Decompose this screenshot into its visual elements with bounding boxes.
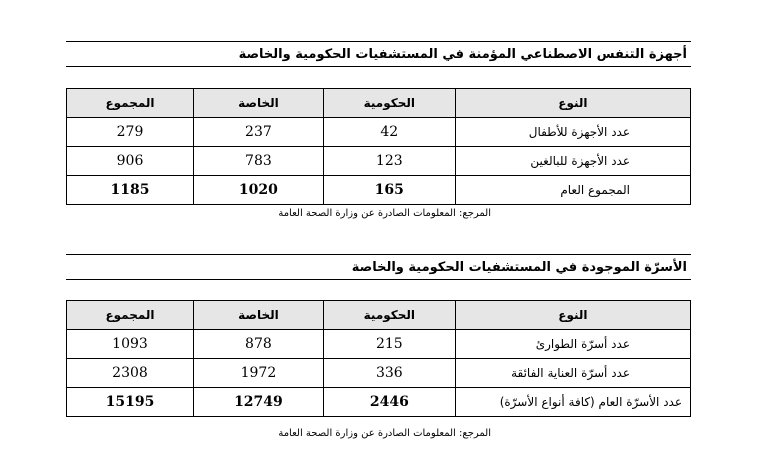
table-row	[67, 118, 691, 147]
row-total: 1185	[67, 176, 194, 205]
row-private: 783	[194, 147, 324, 176]
row-total: 1093	[67, 330, 194, 359]
header-government: الحكومية	[323, 89, 455, 118]
row-total: 2308	[67, 359, 194, 388]
row-type: عدد الأجهزة للبالغين	[455, 147, 690, 176]
table-header-row	[67, 89, 691, 118]
row-government: 215	[323, 330, 455, 359]
header-type: النوع	[455, 301, 690, 330]
table-row	[67, 330, 691, 359]
beds-title: الأسرّة الموجودة في المستشفيات الحكومية والخاصة	[66, 254, 691, 280]
row-government: 123	[323, 147, 455, 176]
row-total: 279	[67, 118, 194, 147]
row-type: المجموع العام	[455, 176, 690, 205]
header-private: الخاصة	[194, 89, 324, 118]
row-total: 906	[67, 147, 194, 176]
row-private: 12749	[193, 388, 323, 417]
table-row	[67, 147, 691, 176]
header-total: المجموع	[67, 89, 194, 118]
row-type: عدد الأسرّة العام (كافة أنواع الأسرّة)	[455, 388, 690, 417]
row-government: 42	[323, 118, 455, 147]
header-type: النوع	[455, 89, 690, 118]
row-government: 336	[323, 359, 455, 388]
table-row	[67, 359, 691, 388]
ventilators-table	[66, 88, 691, 205]
table-total-row	[67, 388, 691, 417]
ventilators-source: المرجع: المعلومات الصادرة عن وزارة الصحة العامة	[278, 208, 491, 219]
row-type: عدد الأجهزة للأطفال	[455, 118, 690, 147]
row-private: 1020	[194, 176, 324, 205]
header-total: المجموع	[67, 301, 194, 330]
table-total-row	[67, 176, 691, 205]
table-header-row	[67, 301, 691, 330]
header-government: الحكومية	[323, 301, 455, 330]
row-private: 1972	[193, 359, 323, 388]
row-type: عدد أسرّة العناية الفائقة	[455, 359, 690, 388]
row-private: 237	[194, 118, 324, 147]
beds-source: المرجع: المعلومات الصادرة عن وزارة الصحة العامة	[278, 428, 491, 439]
header-private: الخاصة	[193, 301, 323, 330]
row-private: 878	[193, 330, 323, 359]
beds-table	[66, 300, 691, 417]
row-type: عدد أسرّة الطوارئ	[455, 330, 690, 359]
row-total: 15195	[67, 388, 194, 417]
ventilators-title: أجهزة التنفس الاصطناعي المؤمنة في المستشفيات الحكومية والخاصة	[66, 41, 691, 67]
row-government: 165	[323, 176, 455, 205]
row-government: 2446	[323, 388, 455, 417]
